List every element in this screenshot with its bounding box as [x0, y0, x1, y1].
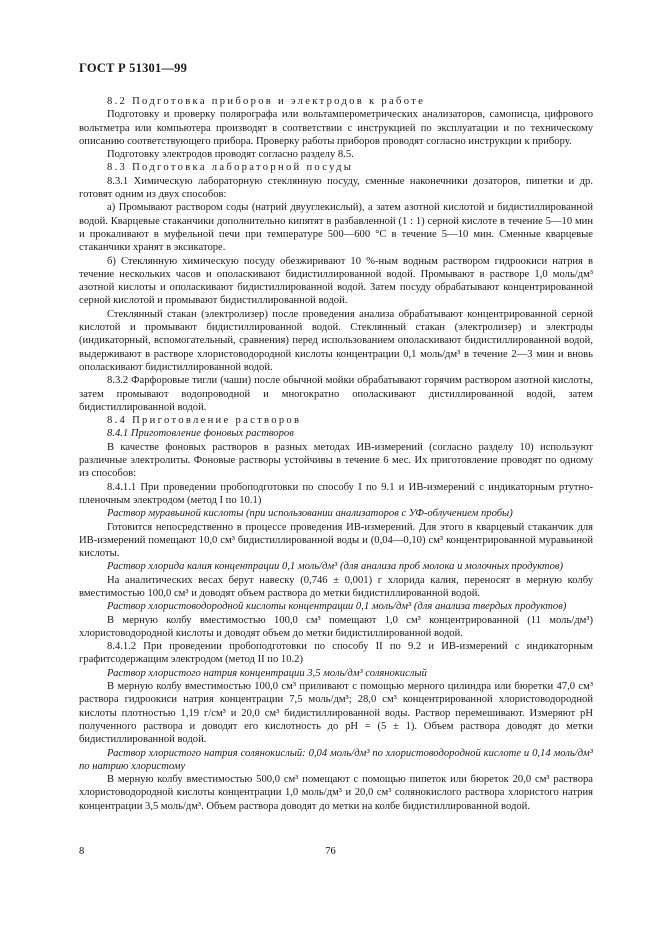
paragraph: а) Промывают раствором соды (натрий двууглекислый), а затем азотной кислотой и бидистиллированной водой. Кварцевые стаканчики дополнительно кипятят в разбавленной (1 : 1) серной кислоте в течение 5—10 мин и прокаливают в муфельной печи при температуре 500—600 °С в течение 5—10 мин. Сменные кварцевые стаканчики хранят в эксикаторе.	[79, 202, 593, 254]
page-number-center: 76	[325, 846, 336, 857]
page-number-left: 8	[79, 846, 85, 857]
document-body	[79, 95, 593, 813]
paragraph: 8.4.1.2 При проведении пробоподготовки по способу II по 9.2 и ИВ-измерений с индикаторным графитсодержащим электродом (метод II по 10.2)	[79, 641, 593, 666]
section-heading-8-3: 8.3 Подготовка лабораторной посуды	[107, 162, 354, 174]
paragraph: 8.4.1.1 При проведении пробоподготовки по способу I по 9.1 и ИВ-измерений с индикаторным ртутно-пленочным электродом (метод I по 10.1)	[79, 481, 593, 506]
paragraph: Готовится непосредственно в процессе проведения ИВ-измерений. Для этого в кварцевый стаканчик для ИВ-измерений помещают 10,0 см³ бидистиллированной воды и (0,04—0,10) см³ концентрированной муравьиной кислоты.	[79, 521, 593, 560]
paragraph: 8.3.2 Фарфоровые тигли (чаши) после обычной мойки обрабатывают горячим раствором азотной кислоты, затем промывают водопроводной и многократно ополаскивают дистиллированной водой, затем бидистиллированной водой.	[79, 375, 593, 413]
solution-heading: Раствор хлорида калия концентрации 0,1 моль/дм³ (для анализа проб молока и молочных продуктов)	[107, 561, 563, 573]
paragraph: В мерную колбу вместимостью 500,0 см³ помещают с помощью пипеток или бюреток 20,0 см³ раствора хлористоводородной кислоты концентрации 1,0 моль/дм³ и 20,0 см³ солянокислого раствора хлористого натрия концентрации 3,5 моль/дм³. Объем раствора доводят до метки на колбе бидистиллированной водой.	[79, 774, 593, 812]
paragraph: Подготовку электродов проводят согласно разделу 8.5.	[107, 149, 354, 161]
paragraph: В мерную колбу вместимостью 100,0 см³ приливают с помощью мерного цилиндра или бюретки 47,0 см³ раствора гидроокиси натрия концентрации 7,5 моль/дм³; 28,0 см³ концентрированной хлористоводородной кислоты плотностью 1,19 г/см³ и 20,0 см³ бидистиллированной воды. Раствор перемешивают. Измеряют рН полученного раствора и доводят его кислотность до рН = (5 ± 1). Объем раствора доводят до метки бидистиллированной водой.	[79, 681, 593, 746]
solution-heading: Раствор хлористоводородной кислоты концентрации 0,1 моль/дм³ (для анализа твердых продуктов)	[107, 601, 567, 613]
solution-heading: Раствор хлористого натрия солянокислый: 0,04 моль/дм³ по хлористоводородной кислоте и 0,14 моль/дм³ по натрию хлористому	[79, 747, 593, 772]
paragraph: б) Стеклянную химическую посуду обезжиривают 10 %-ным водным раствором гидроокиси натрия в течение нескольких часов и ополаскивают бидистиллированной водой. Промывают в растворе 1,0 моль/дм³ азотной кислоты и ополаскивают бидистиллированной водой. Затем посуду обрабатывают концентрированной серной кислотой и промывают бидистиллированной водой.	[79, 255, 593, 307]
subsection-heading: 8.4.1 Приготовление фоновых растворов	[107, 428, 294, 440]
paragraph: На аналитических весах берут навеску (0,746 ± 0,001) г хлорида калия, переносят в мерную колбу вместимостью 100,0 см³ и доводят объем раствора до метки бидистиллированной водой.	[79, 574, 593, 599]
paragraph: В качестве фоновых растворов в разных методах ИВ-измерений (согласно разделу 10) используют различные электролиты. Фоновые растворы устойчивы в течение 6 мес. Их приготовление проводят по одному из способов:	[79, 441, 593, 480]
paragraph: Стеклянный стакан (электролизер) после проведения анализа обрабатывают концентрированной серной кислотой и промывают бидистиллированной водой. Стеклянный стакан (электролизер) и электроды (индикаторный, вспомогательный, сравнения) перед использованием ополаскивают бидистиллированной водой, выдерживают в растворе хлористоводородной кислоты концентрации 0,1 моль/дм³ в течение 2—3 мин и вновь ополаскивают бидистиллированной водой.	[79, 308, 593, 373]
standard-header: ГОСТ Р 51301—99	[79, 61, 188, 75]
paragraph: В мерную колбу вместимостью 100,0 см³ помещают 1,0 см³ концентрированной (11 моль/дм³) хлористоводородной кислоты и доводят объем до метки бидистиллированной водой.	[79, 614, 593, 639]
paragraph: 8.3.1 Химическую лабораторную стеклянную посуду, сменные наконечники дозаторов, пипетки и др. готовят одним из двух способов:	[79, 175, 593, 201]
solution-heading: Раствор муравьиной кислоты (при использовании анализаторов с УФ-облучением пробы)	[107, 508, 513, 520]
paragraph: Подготовку и проверку полярографа или вольтамперометрических анализаторов, самописца, цифрового вольтметра или компьютера производят в соответствии с инструкцией по эксплуатации и по техническому описанию соответствующего прибора. Проверку работы приборов проводят согласно инструкции к прибору.	[79, 109, 593, 147]
section-heading-8-2: 8.2 Подготовка приборов и электродов к работе	[107, 96, 426, 107]
solution-heading: Раствор хлористого натрия концентрации 3,5 моль/дм³ солянокислый	[107, 667, 427, 679]
section-heading-8-4: 8.4 Приготовление растворов	[107, 415, 302, 427]
